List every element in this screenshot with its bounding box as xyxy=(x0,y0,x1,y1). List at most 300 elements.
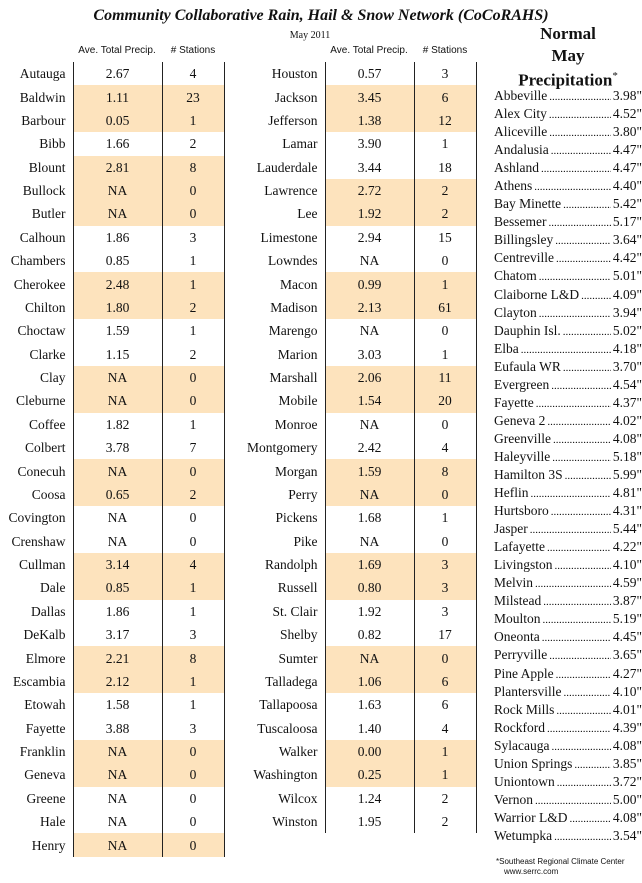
county-row xyxy=(226,459,476,482)
county-name: Cherokee xyxy=(13,276,66,292)
county-row xyxy=(0,226,224,249)
normal-station-item xyxy=(494,701,642,719)
station-count: 0 xyxy=(162,810,224,833)
normal-precip-value: 4.47" xyxy=(612,142,642,158)
leader-dots xyxy=(547,720,611,738)
leader-dots xyxy=(557,774,611,792)
station-count: 2 xyxy=(414,810,476,833)
county-name: Lawrence xyxy=(264,183,318,199)
normal-station-item xyxy=(494,448,642,466)
county-row xyxy=(226,600,476,623)
station-name: Hurtsboro xyxy=(494,503,549,519)
normal-station-item xyxy=(494,231,642,249)
normal-precip-value: 4.42" xyxy=(612,250,642,266)
station-count: 0 xyxy=(414,646,476,669)
station-name: Wetumpka xyxy=(494,827,553,843)
normal-station-item xyxy=(494,195,642,213)
leader-dots xyxy=(548,214,610,232)
station-count: 1 xyxy=(162,413,224,436)
county-row xyxy=(226,62,476,85)
station-name: Elba xyxy=(494,340,519,356)
normal-precip-value: 5.00" xyxy=(612,791,642,807)
station-count: 17 xyxy=(414,623,476,646)
county-row xyxy=(0,576,224,599)
county-name: Barbour xyxy=(21,112,66,128)
county-row xyxy=(226,670,476,693)
station-count: 1 xyxy=(162,600,224,623)
station-name: Andalusia xyxy=(494,142,549,158)
county-name: Escambia xyxy=(13,673,66,689)
county-name: Conecuh xyxy=(17,463,66,479)
leader-dots xyxy=(539,305,611,323)
avg-precip-value: NA xyxy=(73,530,162,553)
station-name: Bay Minette xyxy=(494,196,562,212)
station-name: Alex City xyxy=(494,106,547,122)
station-name: Clayton xyxy=(494,304,537,320)
station-count: 6 xyxy=(414,85,476,108)
avg-precip-value: 2.13 xyxy=(325,296,414,319)
avg-precip-value: NA xyxy=(73,810,162,833)
avg-precip-value: 2.72 xyxy=(325,179,414,202)
leader-dots xyxy=(555,557,611,575)
avg-precip-value: 1.69 xyxy=(325,553,414,576)
county-name: Covington xyxy=(8,510,66,526)
normal-precip-value: 5.44" xyxy=(612,521,642,537)
leader-dots xyxy=(551,738,610,756)
station-count: 1 xyxy=(414,343,476,366)
avg-precip-value: 0.85 xyxy=(73,576,162,599)
county-row xyxy=(0,600,224,623)
footnote xyxy=(496,857,625,877)
county-row xyxy=(226,717,476,740)
county-name: Elmore xyxy=(25,650,66,666)
county-row xyxy=(0,85,224,108)
county-name: Marshall xyxy=(269,370,318,386)
right-precip-header: Ave. Total Precip. xyxy=(330,45,408,56)
footnote-source: *Southeast Regional Climate Center xyxy=(496,857,625,866)
county-name: Macon xyxy=(280,276,318,292)
county-name: Marion xyxy=(277,346,318,362)
normal-station-item xyxy=(494,665,642,683)
county-row xyxy=(226,506,476,529)
avg-precip-value: 1.59 xyxy=(325,459,414,482)
station-count: 1 xyxy=(162,319,224,342)
leader-dots xyxy=(563,359,611,377)
county-name: Perry xyxy=(288,486,318,502)
county-row xyxy=(226,646,476,669)
leader-dots xyxy=(574,756,610,774)
county-name: Greene xyxy=(26,790,66,806)
avg-precip-value: 1.86 xyxy=(73,226,162,249)
station-count: 3 xyxy=(162,226,224,249)
leader-dots xyxy=(551,377,611,395)
station-count: 3 xyxy=(162,717,224,740)
station-count: 2 xyxy=(162,132,224,155)
county-row xyxy=(226,272,476,295)
county-row xyxy=(226,85,476,108)
normal-station-item xyxy=(494,791,642,809)
avg-precip-value: NA xyxy=(325,413,414,436)
avg-precip-value: 1.92 xyxy=(325,202,414,225)
normal-station-item xyxy=(494,719,642,737)
station-count: 1 xyxy=(162,670,224,693)
station-count: 3 xyxy=(414,553,476,576)
county-row xyxy=(0,717,224,740)
leader-dots xyxy=(556,250,611,268)
station-count: 3 xyxy=(162,623,224,646)
normal-station-item xyxy=(494,105,642,123)
leader-dots xyxy=(564,684,611,702)
leader-dots xyxy=(563,323,611,341)
county-row xyxy=(0,459,224,482)
avg-precip-value: 0.25 xyxy=(325,763,414,786)
station-name: Ashland xyxy=(494,160,539,176)
station-name: Rockford xyxy=(494,719,545,735)
station-count: 0 xyxy=(162,506,224,529)
footnote-url: www.serrc.com xyxy=(504,867,559,876)
avg-precip-value: 0.80 xyxy=(325,576,414,599)
county-row xyxy=(226,249,476,272)
county-row xyxy=(0,693,224,716)
normal-precip-value: 4.52" xyxy=(612,106,642,122)
station-name: Rock Mills xyxy=(494,701,555,717)
avg-precip-value: 1.40 xyxy=(325,717,414,740)
county-name: Calhoun xyxy=(19,229,66,245)
normal-precip-value: 3.85" xyxy=(612,755,642,771)
county-row xyxy=(0,530,224,553)
county-name: Coosa xyxy=(31,486,66,502)
station-count: 8 xyxy=(162,646,224,669)
leader-dots xyxy=(543,611,611,629)
station-name: Heflin xyxy=(494,485,529,501)
normal-precip-value: 4.47" xyxy=(612,160,642,176)
normal-precip-value: 3.87" xyxy=(612,593,642,609)
county-row xyxy=(0,366,224,389)
normal-precip-list xyxy=(494,87,642,845)
leader-dots xyxy=(543,593,611,611)
county-row xyxy=(0,623,224,646)
avg-precip-value: 0.99 xyxy=(325,272,414,295)
normal-station-item xyxy=(494,286,642,304)
normal-station-item xyxy=(494,322,642,340)
normal-precip-value: 4.08" xyxy=(612,737,642,753)
avg-precip-value: 1.92 xyxy=(325,600,414,623)
station-count: 3 xyxy=(414,576,476,599)
leader-dots xyxy=(549,106,611,124)
normal-precip-value: 4.37" xyxy=(612,394,642,410)
avg-precip-value: 2.94 xyxy=(325,226,414,249)
county-name: Pike xyxy=(293,533,318,549)
leader-dots xyxy=(531,485,611,503)
county-row xyxy=(226,179,476,202)
station-count: 15 xyxy=(414,226,476,249)
station-count: 0 xyxy=(162,833,224,856)
avg-precip-value: 1.95 xyxy=(325,810,414,833)
county-row xyxy=(0,109,224,132)
station-count: 0 xyxy=(162,763,224,786)
county-name: Chambers xyxy=(10,253,66,269)
county-name: Choctaw xyxy=(17,323,66,339)
county-row xyxy=(0,483,224,506)
county-row xyxy=(226,226,476,249)
county-row xyxy=(226,553,476,576)
county-name: Russell xyxy=(277,580,318,596)
county-row xyxy=(0,553,224,576)
station-count: 4 xyxy=(414,436,476,459)
station-name: Lafayette xyxy=(494,539,545,555)
avg-precip-value: NA xyxy=(73,366,162,389)
county-name: St. Clair xyxy=(272,603,318,619)
station-count: 3 xyxy=(414,600,476,623)
normal-station-item xyxy=(494,177,642,195)
county-name: Lee xyxy=(297,206,318,222)
avg-precip-value: 1.06 xyxy=(325,670,414,693)
station-name: Warrior L&D xyxy=(494,809,568,825)
avg-precip-value: 2.42 xyxy=(325,436,414,459)
normal-precip-value: 3.94" xyxy=(612,304,642,320)
station-count: 0 xyxy=(414,530,476,553)
station-count: 1 xyxy=(162,109,224,132)
normal-station-item xyxy=(494,755,642,773)
county-name: Wilcox xyxy=(278,790,318,806)
county-name: Jefferson xyxy=(268,112,318,128)
avg-precip-value: 2.06 xyxy=(325,366,414,389)
normal-station-item xyxy=(494,376,642,394)
normal-heading-line2: May xyxy=(551,46,585,65)
normal-precip-value: 5.19" xyxy=(612,611,642,627)
station-name: Claiborne L&D xyxy=(494,286,580,302)
avg-precip-value: NA xyxy=(73,179,162,202)
county-row xyxy=(226,389,476,412)
normal-precip-value: 4.27" xyxy=(612,665,642,681)
leader-dots xyxy=(552,449,611,467)
normal-precip-value: 5.42" xyxy=(612,196,642,212)
page-title: Community Collaborative Rain, Hail & Snow Network (CoCoRAHS) xyxy=(93,7,549,24)
leader-dots xyxy=(556,666,611,684)
county-row xyxy=(0,343,224,366)
station-count: 1 xyxy=(162,693,224,716)
county-row xyxy=(0,319,224,342)
normal-precip-value: 5.02" xyxy=(612,322,642,338)
avg-precip-value: 3.44 xyxy=(325,156,414,179)
station-count: 4 xyxy=(162,62,224,85)
normal-precip-value: 4.45" xyxy=(612,629,642,645)
county-row xyxy=(226,740,476,763)
normal-precip-value: 4.10" xyxy=(612,683,642,699)
avg-precip-value: 0.00 xyxy=(325,740,414,763)
station-name: Hamilton 3S xyxy=(494,466,563,482)
county-name: Hale xyxy=(40,814,66,830)
normal-station-item xyxy=(494,304,642,322)
station-name: Melvin xyxy=(494,575,533,591)
station-count: 0 xyxy=(414,483,476,506)
avg-precip-value: 2.81 xyxy=(73,156,162,179)
normal-precip-value: 3.80" xyxy=(612,124,642,140)
avg-precip-value: NA xyxy=(325,319,414,342)
normal-precip-value: 4.59" xyxy=(612,575,642,591)
county-name: Bibb xyxy=(39,136,66,152)
normal-station-item xyxy=(494,520,642,538)
avg-precip-value: 0.05 xyxy=(73,109,162,132)
station-count: 12 xyxy=(414,109,476,132)
avg-precip-value: 3.45 xyxy=(325,85,414,108)
station-count: 8 xyxy=(414,459,476,482)
normal-station-item xyxy=(494,737,642,755)
county-row xyxy=(0,436,224,459)
normal-station-item xyxy=(494,646,642,664)
right-stations-header: # Stations xyxy=(422,45,468,56)
leader-dots xyxy=(551,142,611,160)
normal-precip-value: 4.39" xyxy=(612,719,642,735)
county-name: Sumter xyxy=(278,650,318,666)
station-count: 0 xyxy=(162,740,224,763)
county-name: Coffee xyxy=(29,416,66,432)
county-row xyxy=(226,343,476,366)
avg-precip-value: NA xyxy=(73,740,162,763)
county-row xyxy=(226,623,476,646)
station-count: 6 xyxy=(414,670,476,693)
left-county-table xyxy=(0,62,225,857)
footnote-marker: * xyxy=(612,70,618,82)
county-name: Marengo xyxy=(268,323,318,339)
county-name: Franklin xyxy=(19,744,66,760)
station-name: Abbeville xyxy=(494,88,548,103)
county-name: Tallapoosa xyxy=(259,697,318,713)
county-name: Monroe xyxy=(274,416,318,432)
station-count: 2 xyxy=(162,296,224,319)
county-name: Winston xyxy=(272,814,318,830)
normal-station-item xyxy=(494,358,642,376)
county-name: Colbert xyxy=(25,440,66,456)
normal-station-item xyxy=(494,430,642,448)
normal-station-item xyxy=(494,141,642,159)
avg-precip-value: NA xyxy=(325,483,414,506)
station-count: 2 xyxy=(414,787,476,810)
avg-precip-value: 1.86 xyxy=(73,600,162,623)
normal-precip-value: 4.31" xyxy=(612,503,642,519)
county-name: Morgan xyxy=(275,463,318,479)
left-precip-header: Ave. Total Precip. xyxy=(78,45,156,56)
county-row xyxy=(0,202,224,225)
leader-dots xyxy=(549,647,611,665)
normal-precip-value: 4.54" xyxy=(612,376,642,392)
county-name: Butler xyxy=(31,206,66,222)
avg-precip-value: 1.63 xyxy=(325,693,414,716)
county-name: Talladega xyxy=(265,673,318,689)
county-name: Blount xyxy=(28,159,66,175)
normal-station-item xyxy=(494,809,642,827)
station-name: Milstead xyxy=(494,593,542,609)
normal-precip-value: 4.08" xyxy=(612,430,642,446)
station-count: 8 xyxy=(162,156,224,179)
normal-precip-value: 5.18" xyxy=(612,448,642,464)
normal-precip-value: 4.22" xyxy=(612,539,642,555)
station-count: 18 xyxy=(414,156,476,179)
station-count: 2 xyxy=(414,202,476,225)
leader-dots xyxy=(541,160,611,178)
county-row xyxy=(226,109,476,132)
station-count: 4 xyxy=(414,717,476,740)
left-stations-header: # Stations xyxy=(170,45,216,56)
leader-dots xyxy=(539,268,611,286)
county-row xyxy=(226,483,476,506)
leader-dots xyxy=(547,539,611,557)
station-name: Oneonta xyxy=(494,629,540,645)
station-count: 0 xyxy=(162,202,224,225)
avg-precip-value: 0.85 xyxy=(73,249,162,272)
leader-dots xyxy=(554,828,611,846)
normal-precip-value: 4.09" xyxy=(612,286,642,302)
normal-station-item xyxy=(494,484,642,502)
avg-precip-value: NA xyxy=(325,646,414,669)
avg-precip-value: 1.11 xyxy=(73,85,162,108)
avg-precip-value: NA xyxy=(325,530,414,553)
station-count: 1 xyxy=(162,576,224,599)
county-row xyxy=(0,670,224,693)
county-name: Shelby xyxy=(279,627,318,643)
county-name: Walker xyxy=(278,744,318,760)
avg-precip-value: 1.80 xyxy=(73,296,162,319)
station-name: Perryville xyxy=(494,647,548,663)
station-count: 1 xyxy=(414,132,476,155)
station-count: 0 xyxy=(162,389,224,412)
station-name: Eufaula WR xyxy=(494,358,561,374)
avg-precip-value: 3.90 xyxy=(325,132,414,155)
normal-station-item xyxy=(494,159,642,177)
avg-precip-value: 3.14 xyxy=(73,553,162,576)
normal-precip-value: 3.54" xyxy=(612,827,642,843)
normal-precip-value: 4.02" xyxy=(612,412,642,428)
normal-station-item xyxy=(494,123,642,141)
station-count: 23 xyxy=(162,85,224,108)
county-name: Cullman xyxy=(19,557,66,573)
normal-station-item xyxy=(494,556,642,574)
station-count: 3 xyxy=(414,62,476,85)
county-row xyxy=(0,272,224,295)
normal-precip-value: 3.64" xyxy=(612,232,642,248)
avg-precip-value: NA xyxy=(73,389,162,412)
avg-precip-value: 0.82 xyxy=(325,623,414,646)
report-month: May 2011 xyxy=(289,30,331,41)
station-count: 0 xyxy=(162,787,224,810)
station-name: Bessemer xyxy=(494,214,547,230)
avg-precip-value: 1.66 xyxy=(73,132,162,155)
county-name: Clarke xyxy=(29,346,66,362)
normal-station-item xyxy=(494,213,642,231)
county-row xyxy=(0,132,224,155)
county-row xyxy=(0,740,224,763)
station-count: 0 xyxy=(414,319,476,342)
station-name: Athens xyxy=(494,178,533,194)
county-row xyxy=(226,366,476,389)
county-row xyxy=(226,413,476,436)
normal-station-item xyxy=(494,592,642,610)
normal-station-item xyxy=(494,773,642,791)
normal-precip-value: 5.99" xyxy=(612,466,642,482)
station-name: Pine Apple xyxy=(494,665,554,681)
county-row xyxy=(226,530,476,553)
normal-precip-value: 3.72" xyxy=(612,773,642,789)
leader-dots xyxy=(551,503,611,521)
normal-station-item xyxy=(494,87,642,105)
normal-station-item xyxy=(494,502,642,520)
normal-precip-value: 3.65" xyxy=(612,647,642,663)
station-count: 0 xyxy=(162,459,224,482)
county-name: Clay xyxy=(40,370,66,386)
station-count: 1 xyxy=(414,506,476,529)
station-name: Geneva 2 xyxy=(494,412,546,428)
station-count: 4 xyxy=(162,553,224,576)
